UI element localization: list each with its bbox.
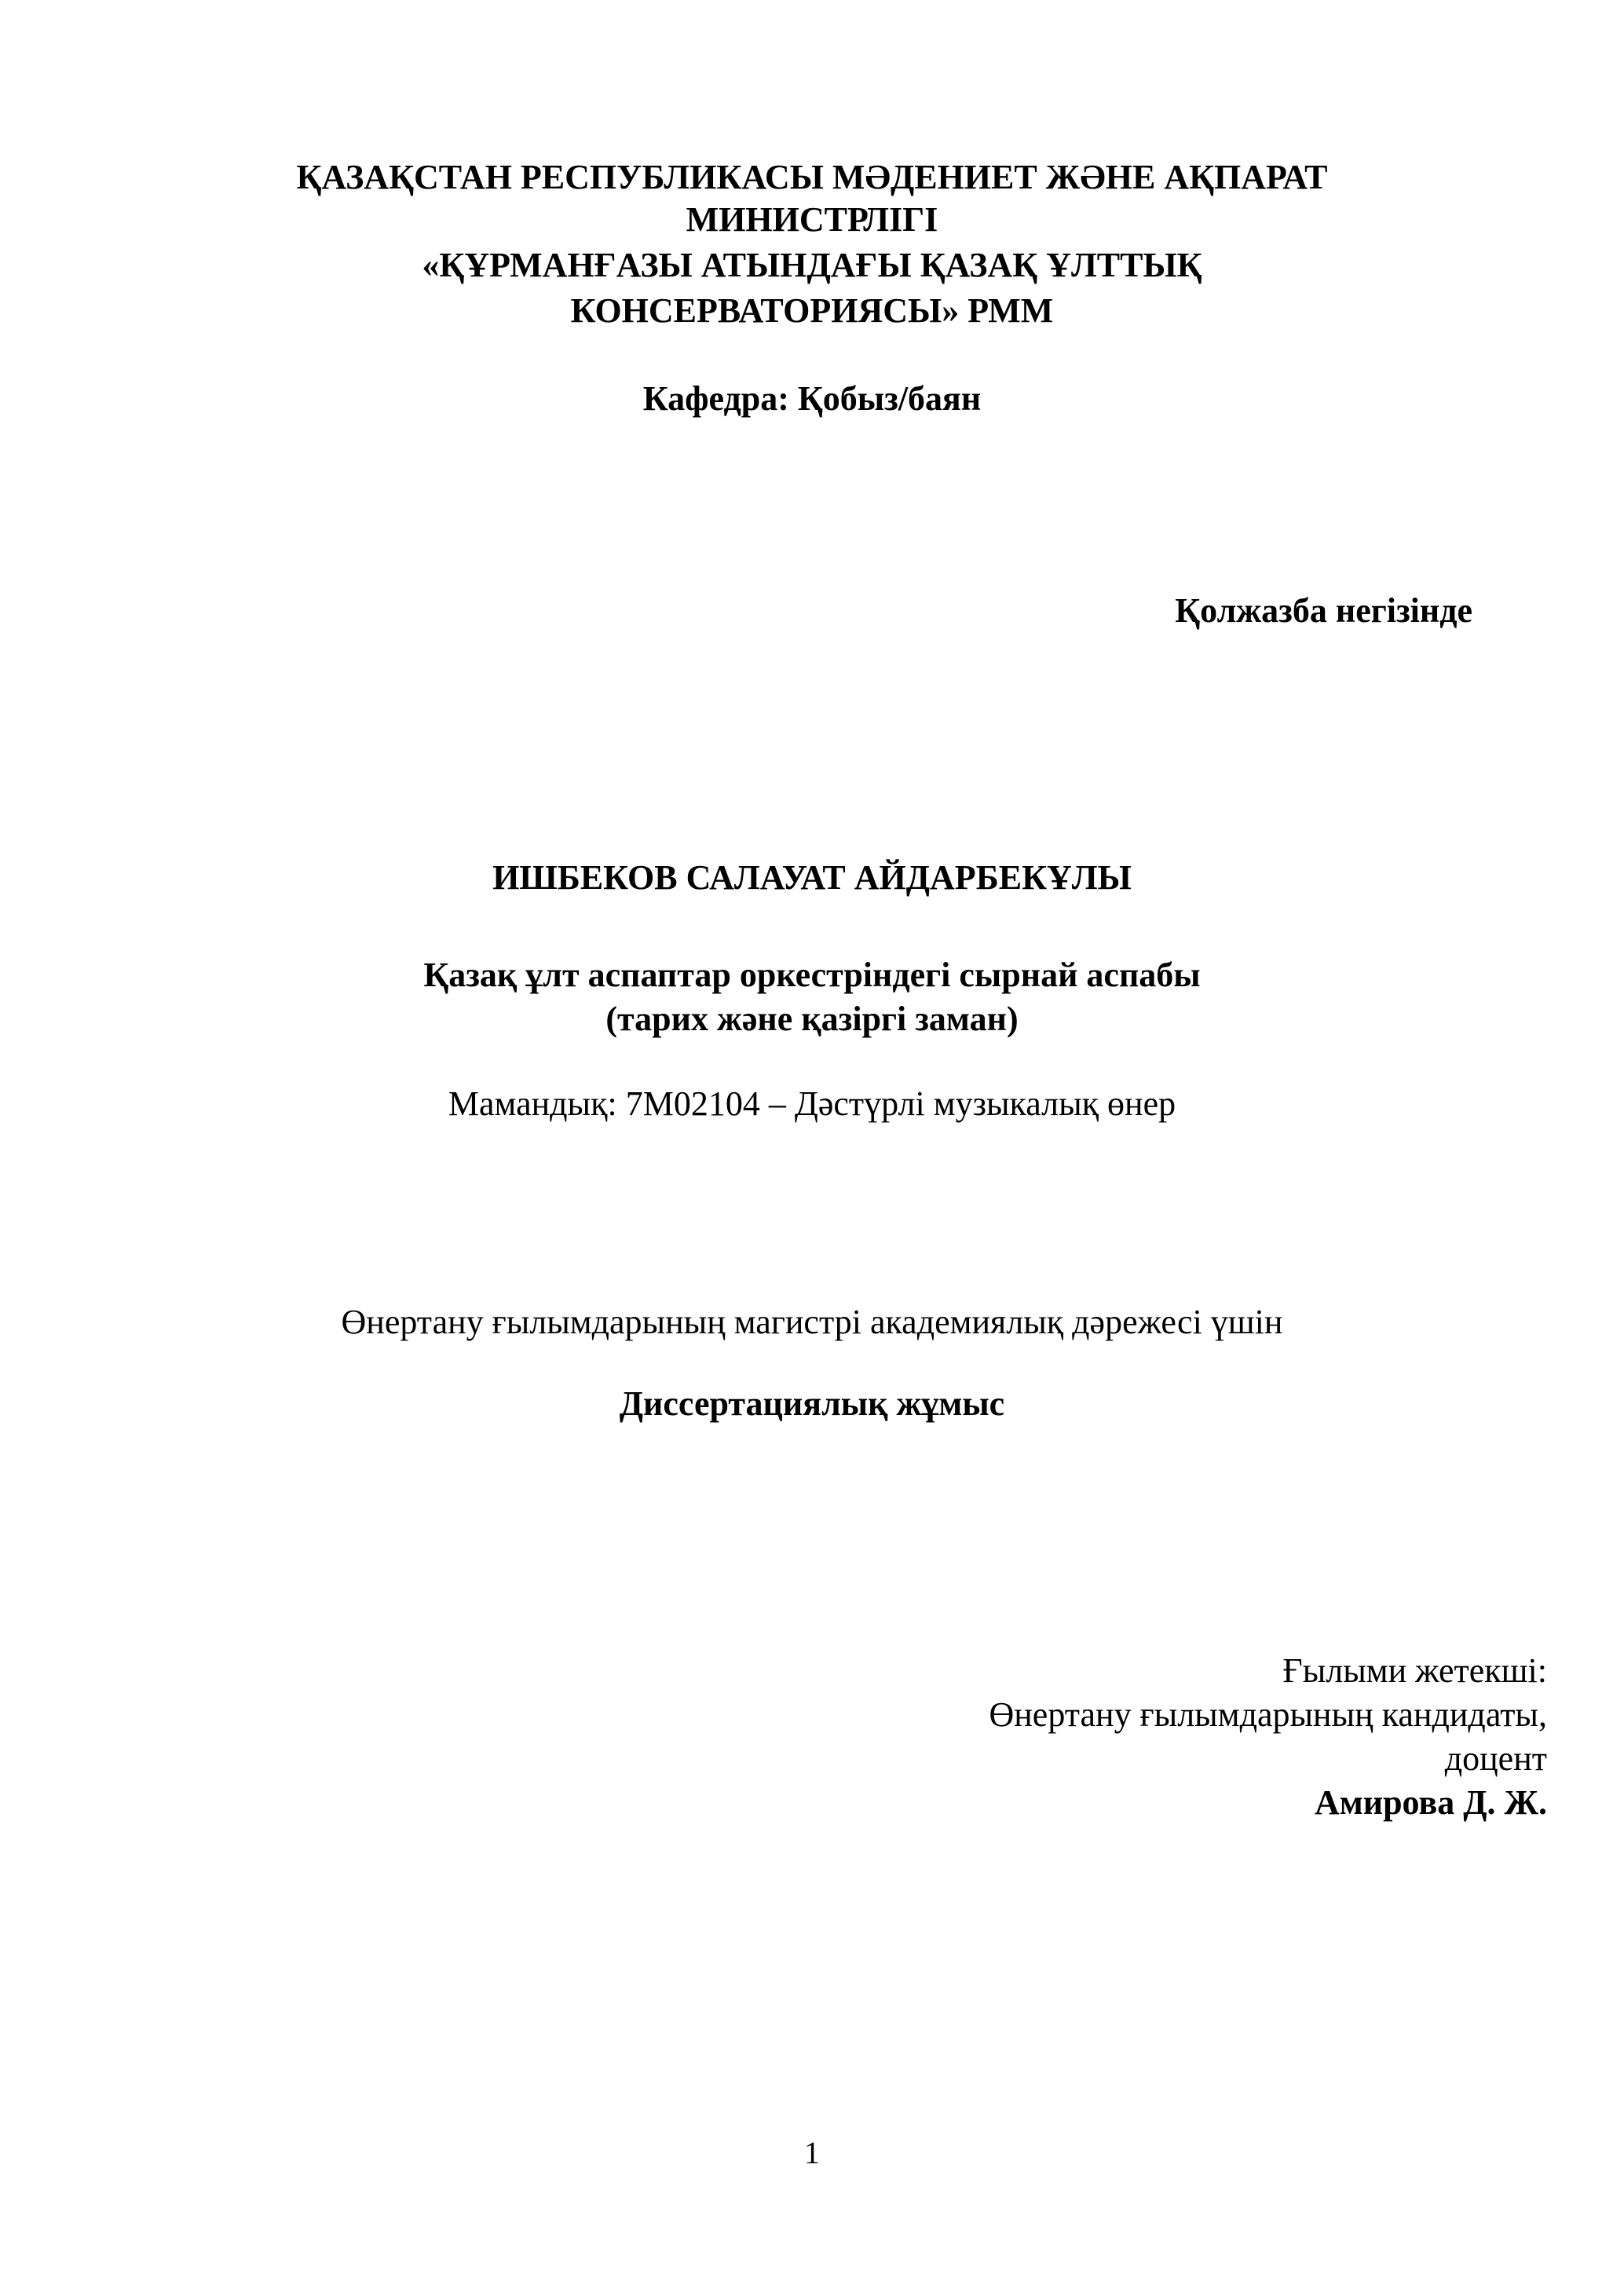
institution-line-1: «ҚҰРМАНҒАЗЫ АТЫНДАҒЫ ҚАЗАҚ ҰЛТТЫҚ: [422, 246, 1202, 284]
ministry-line-1: ҚАЗАҚСТАН РЕСПУБЛИКАСЫ МӘДЕНИЕТ ЖӘНЕ АҚПАРАТ: [296, 158, 1328, 196]
degree-line: Өнертану ғылымдарының магистрі академиялық дәрежесі үшін: [341, 1303, 1283, 1341]
supervisor-rank: доцент: [1444, 1739, 1547, 1778]
supervisor-degree: Өнертану ғылымдарының кандидаты,: [989, 1695, 1547, 1734]
ministry-line-2: МИНИСТРЛІГІ: [686, 200, 938, 239]
page-number: 1: [804, 2135, 820, 2170]
specialty: Мамандық: 7М02104 – Дәстүрлі музыкалық өнер: [448, 1084, 1176, 1123]
thesis-title-line-1: Қазақ ұлт аспаптар оркестріндегі сырнай аспабы: [423, 956, 1201, 994]
author-name: ИШБЕКОВ САЛАУАТ АЙДАРБЕКҰЛЫ: [492, 858, 1132, 897]
institution-line-2: КОНСЕРВАТОРИЯСЫ» РММ: [570, 291, 1054, 330]
thesis-title-line-2: (тарих және қазіргі заман): [605, 1000, 1019, 1038]
work-type: Диссертациялық жұмыс: [619, 1384, 1005, 1423]
department: Кафедра: Қобыз/баян: [642, 379, 982, 418]
manuscript-note: Қолжазба негізінде: [1175, 591, 1472, 630]
supervisor-label: Ғылыми жетекші:: [1282, 1651, 1547, 1690]
supervisor-name: Амирова Д. Ж.: [1314, 1783, 1547, 1822]
